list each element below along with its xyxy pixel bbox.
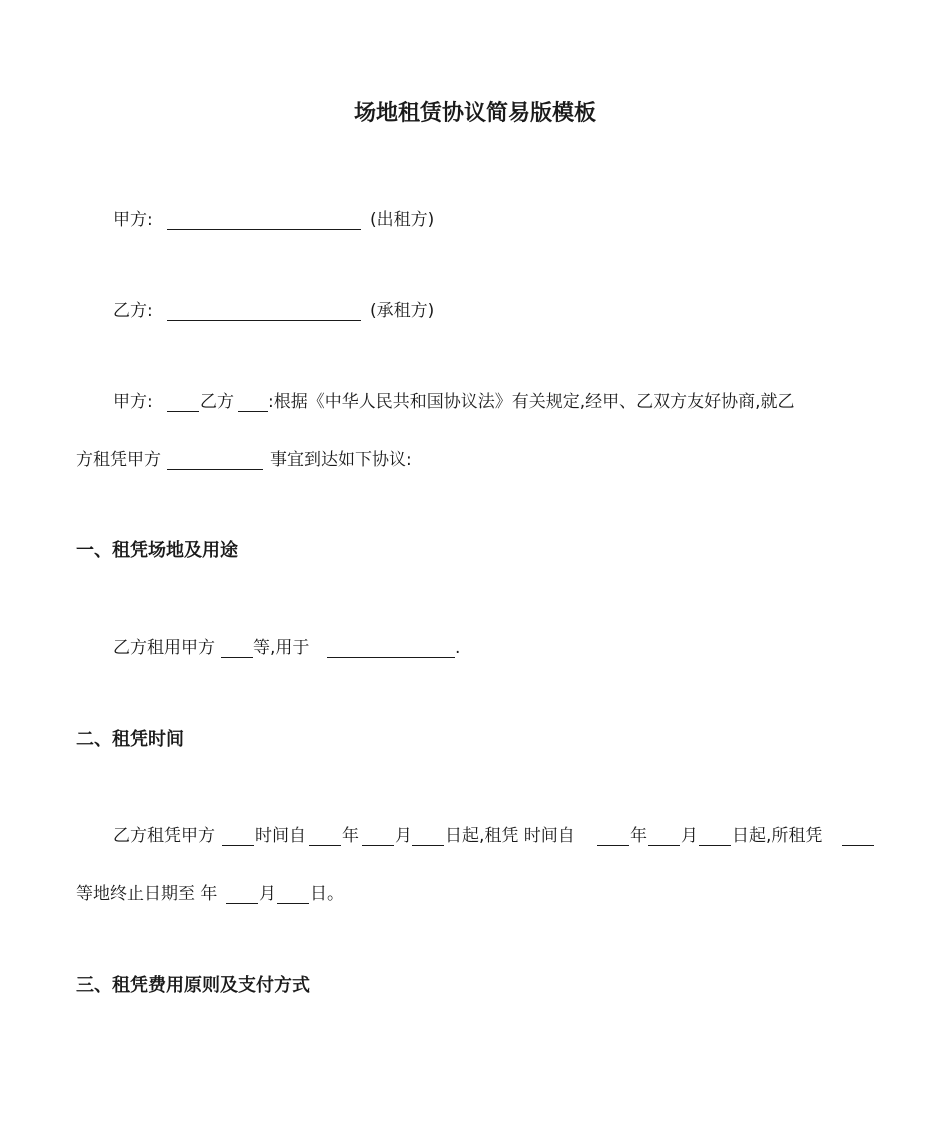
section-2-heading: 二、租凭时间 <box>76 729 184 750</box>
preamble-party-a-label: 甲方: <box>113 392 153 412</box>
party-a-role: (出租方) <box>370 210 435 230</box>
preamble-party-b-label: 乙方 <box>200 392 234 412</box>
party-a-blank <box>167 211 361 230</box>
section-2-s4: 月 <box>395 826 412 846</box>
preamble-line2-start: 方租凭甲方 <box>76 450 161 470</box>
section-1-heading: 一、租凭场地及用途 <box>76 540 238 561</box>
section-2-s6: 年 <box>630 826 647 846</box>
preamble-line2-end: 事宜到达如下协议: <box>270 450 412 470</box>
section-2-blank-7 <box>699 827 731 846</box>
section-2-blank-8 <box>842 827 874 846</box>
party-b-blank <box>167 302 361 321</box>
section-2-blank-9 <box>226 885 258 904</box>
section-1-blank-1 <box>221 639 253 658</box>
section-2-blank-4 <box>412 827 444 846</box>
preamble-text: :根据《中华人民共和国协议法》有关规定,经甲、乙双方友好协商,就乙 <box>268 392 795 412</box>
section-1-mid: 等,用于 <box>253 638 310 658</box>
section-2-blank-1 <box>222 827 254 846</box>
party-b-label: 乙方: <box>113 301 153 321</box>
section-1-blank-2 <box>327 639 455 658</box>
party-a-label: 甲方: <box>113 210 153 230</box>
section-2-blank-2 <box>309 827 341 846</box>
section-2-s7: 月 <box>681 826 698 846</box>
preamble-blank-b <box>238 393 268 412</box>
section-2-s5: 日起,租凭 时间自 <box>445 826 575 846</box>
section-2-blank-10 <box>277 885 309 904</box>
section-2-blank-3 <box>362 827 394 846</box>
party-b-role: (承租方) <box>370 301 435 321</box>
section-3-heading: 三、租凭费用原则及支付方式 <box>76 975 310 996</box>
section-2-l2-s3: 日。 <box>310 884 344 904</box>
preamble-blank-c <box>167 451 263 470</box>
section-2-blank-5 <box>597 827 629 846</box>
section-2-s1: 乙方租凭甲方 <box>113 826 215 846</box>
section-2-l2-s1: 等地终止日期至 年 <box>76 884 218 904</box>
section-2-s3: 年 <box>342 826 359 846</box>
document-title: 场地租赁协议简易版模板 <box>353 101 596 126</box>
preamble-blank-a <box>167 393 199 412</box>
section-2-l2-s2: 月 <box>259 884 276 904</box>
section-1-start: 乙方租用甲方 <box>113 638 215 658</box>
section-2-s8: 日起,所租凭 <box>732 826 823 846</box>
section-2-blank-6 <box>648 827 680 846</box>
section-1-end: . <box>455 638 461 658</box>
section-2-s2: 时间自 <box>255 826 306 846</box>
